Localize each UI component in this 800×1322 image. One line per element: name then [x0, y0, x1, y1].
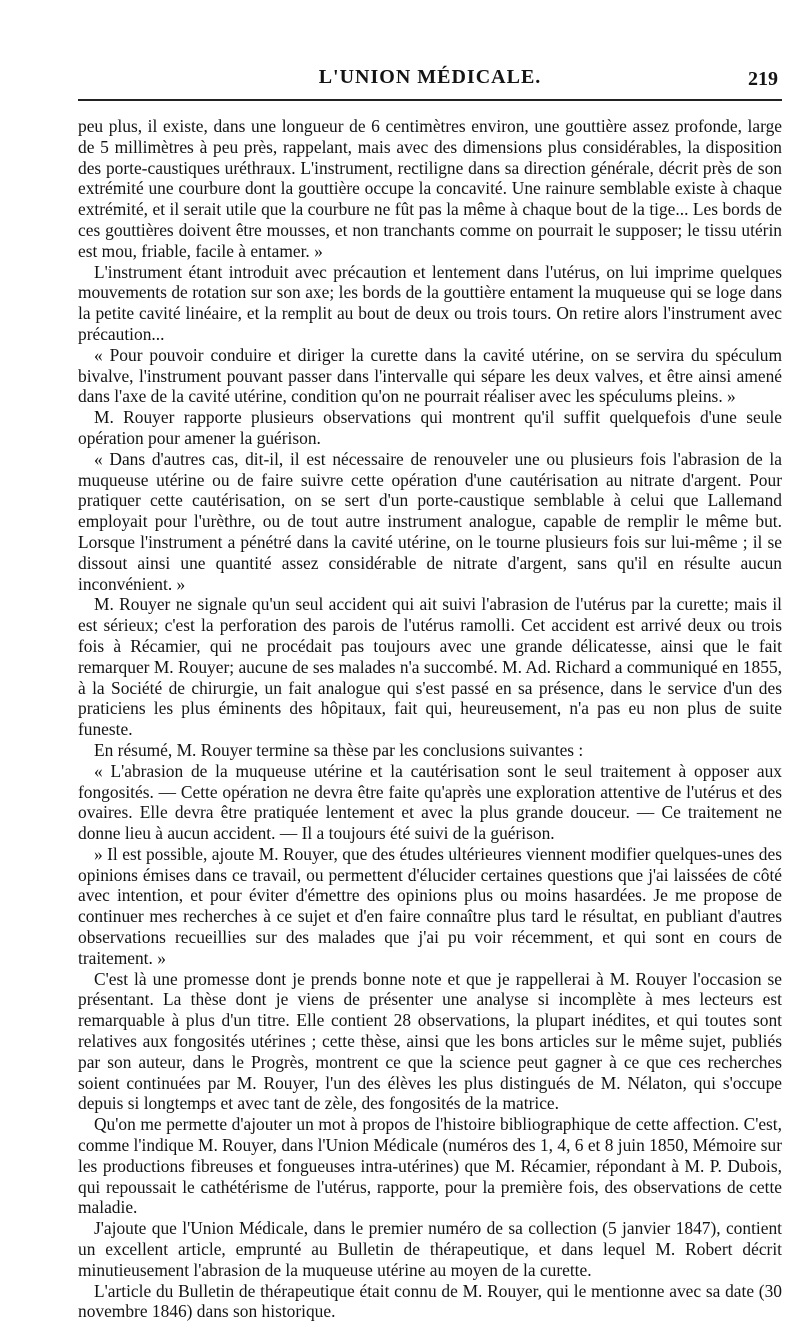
paragraph: « Pour pouvoir conduire et diriger la curette dans la cavité utérine, on se servira du spéculum bivalve, l'instrument pouvant passer dans l'intervalle qui sépare les deux valves, et être ainsi amené dans l'axe de la cavité utérine, condition qu'on ne pourrait réaliser avec les spéculums pleins. » [78, 344, 782, 407]
header-rule [78, 99, 782, 101]
paragraph: « Dans d'autres cas, dit-il, il est nécessaire de renouveler une ou plusieurs fois l'abrasion de la muqueuse utérine ou de faire suivre cette opération d'une cautérisation au nitrate d'argent. Pour pratiquer cette cautérisation, on se sert d'un porte-caustique semblable à celui que Lallemand employait pour l'urèthre, ou de tout autre instrument analogue, capable de remplir le même but. Lorsque l'instrument a pénétré dans la cavité utérine, on le tourne plusieurs fois sur lui-même ; il se dissout ainsi une quantité assez considérable de nitrate d'argent, sans qu'il en résulte aucun inconvénient. » [78, 448, 782, 594]
running-title: L'UNION MÉDICALE. [318, 66, 542, 88]
paragraph: J'ajoute que l'Union Médicale, dans le premier numéro de sa collection (5 janvier 1847), contient un excellent article, emprunté au Bulletin de thérapeutique, et dans lequel M. Robert décrit minutieusement l'abrasion de la muqueuse utérine au moyen de la curette. [78, 1218, 782, 1280]
paragraph: « L'abrasion de la muqueuse utérine et la cautérisation sont le seul traitement à opposer aux fongosités. — Cette opération ne devra être faite qu'après une exploration attentive de l'utérus et des ovaires. Elle devra être pratiquée lentement et avec la plus grande douceur. — Ce traitement ne donne lieu à aucun accident. — Il a toujours été suivi de la guérison. [78, 760, 782, 844]
page-number: 219 [748, 68, 778, 90]
paragraph: Qu'on me permette d'ajouter un mot à propos de l'histoire bibliographique de cette affection. C'est, comme l'indique M. Rouyer, dans l'Union Médicale (numéros des 1, 4, 6 et 8 juin 1850, Mémoire sur les productions fibreuses et fongueuses intra-utérines) que M. Récamier, répondant à M. P. Dubois, qui repoussait le cathétérisme de l'utérus, rapporte, pour la première fois, des observations de cette maladie. [78, 1114, 782, 1218]
paragraph: C'est là une promesse dont je prends bonne note et que je rappellerai à M. Rouyer l'occasion se présentant. La thèse dont je viens de présenter une analyse si incomplète à mes lecteurs est remarquable à plus d'un titre. Elle contient 28 observations, la plupart inédites, et qui toutes sont relatives aux fongosités utérines ; cette thèse, ainsi que les bons articles sur le même sujet, publiés par son auteur, dans le Progrès, montrent ce que la science peut gagner à ce que ces recherches soient continuées par M. Rouyer, l'un des élèves les plus distingués de M. Nélaton, qui s'occupe depuis si longtemps et avec tant de zèle, des fongosités de la matrice. [78, 968, 782, 1114]
paragraph: L'instrument étant introduit avec précaution et lentement dans l'utérus, on lui imprime quelques mouvements de rotation sur son axe; les bords de la gouttière entament la muqueuse qui se loge dans la petite cavité linéaire, et la remplit au bout de deux ou trois tours. On retire alors l'instrument avec précaution... [78, 261, 782, 344]
paragraph: M. Rouyer ne signale qu'un seul accident qui ait suivi l'abrasion de l'utérus par la curette; mais il est sérieux; c'est la perforation des parois de l'utérus ramolli. Cet accident est arrivé deux ou trois fois à Récamier, qui ne procédait pas toujours avec une grande délicatesse, ainsi que le fait remarquer M. Rouyer; aucune de ses malades n'a succombé. M. Ad. Richard a communiqué en 1855, à la Société de chirurgie, un fait analogue qui s'est passé en sa présence, dans le service d'un des praticiens les plus éminents des hôpitaux, fait qui, heureusement, n'a pas eu non plus de suite funeste. [78, 594, 782, 740]
paragraph: En résumé, M. Rouyer termine sa thèse par les conclusions suivantes : [94, 739, 584, 760]
paragraph: L'article du Bulletin de thérapeutique était connu de M. Rouyer, qui le mentionne avec sa date (30 novembre 1846) dans son historique. [78, 1280, 782, 1322]
paragraph: peu plus, il existe, dans une longueur de 6 centimètres environ, une gouttière assez profonde, large de 5 millimètres à peu près, rappelant, mais avec des dimensions plus considérables, la disposition des porte-caustiques uréthraux. L'instrument, rectiligne dans sa direction générale, décrit près de son extrémité une courbure dont la gouttière occupe la concavité. Une rainure semblable existe à chaque extrémité, et il serait utile que la courbure ne fût pas la même à chaque bout de la tige... Les bords de ces gouttières doivent être mousses, et non tranchants comme on pourrait le supposer; le tissu utérin est mou, friable, facile à entamer. » [78, 116, 782, 261]
paragraph: M. Rouyer rapporte plusieurs observations qui montrent qu'il suffit quelquefois d'une seule opération pour amener la guérison. [78, 407, 782, 448]
page-header [78, 0, 782, 96]
article-body [78, 116, 782, 1322]
paragraph: » Il est possible, ajoute M. Rouyer, que des études ultérieures viennent modifier quelques-unes des opinions émises dans ce travail, ou permettent d'élucider certaines questions que j'ai laissées de côté avec intention, et pour éviter d'émettre des opinions plus ou moins hasardées. Je me propose de continuer mes recherches à ce sujet et d'en faire connaître plus tard le résultat, en publiant d'autres observations recueillies sur des malades que j'ai pu voir récemment, et qui sont en cours de traitement. » [78, 843, 782, 968]
